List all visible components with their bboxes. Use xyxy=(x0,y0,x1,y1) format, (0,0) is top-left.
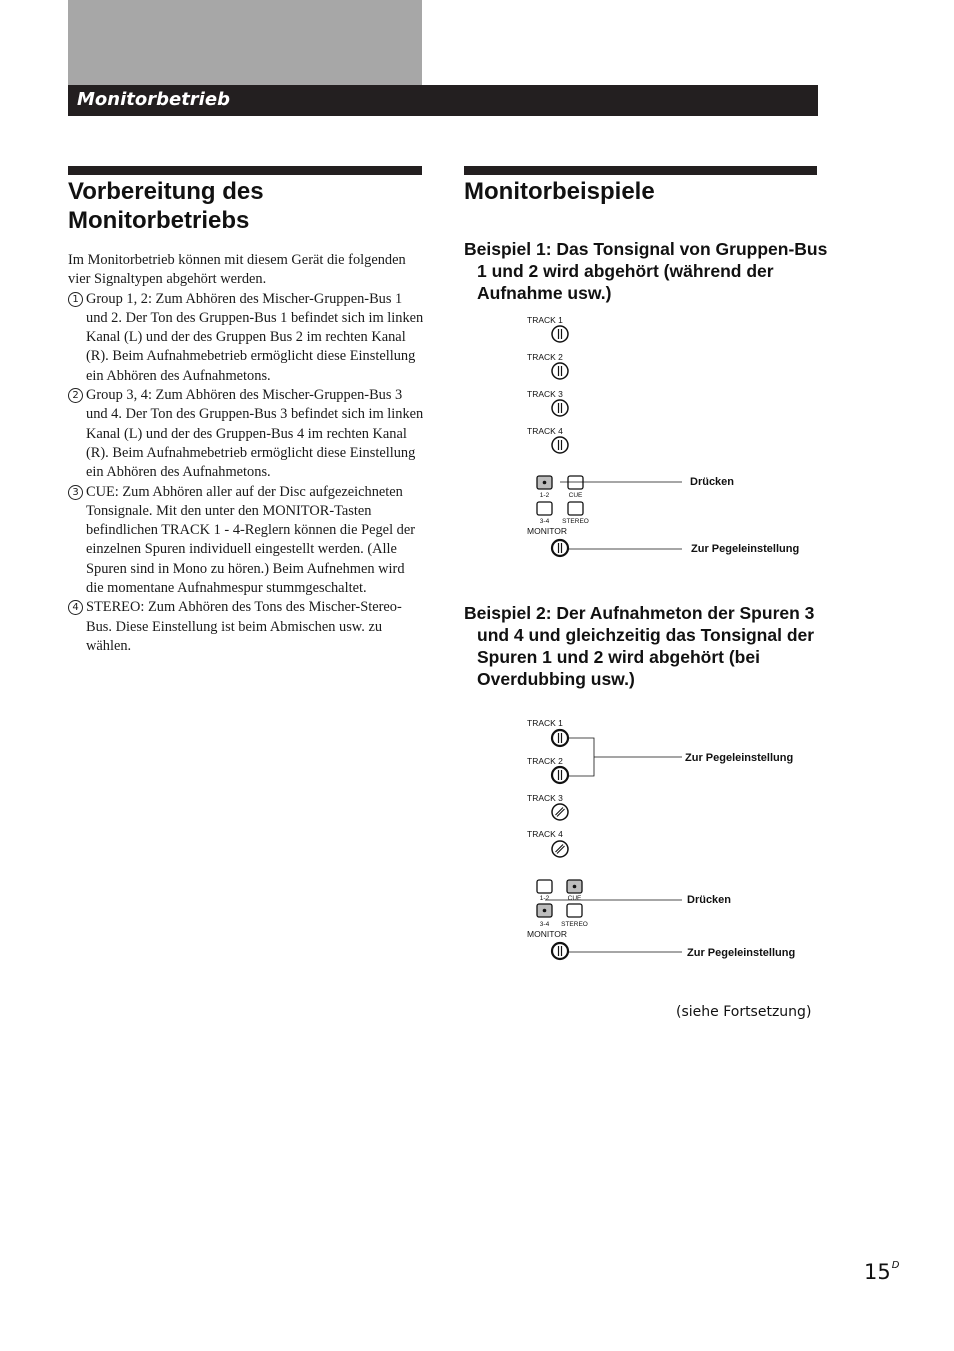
right-heading: Monitorbeispiele xyxy=(464,178,655,205)
list-number: 3 xyxy=(68,485,83,500)
list-item-text: Group 1, 2: Zum Abhören des Mischer-Gruppen-Bus 1 und 2. Der Ton des Gruppen-Bus 1 befindet sich im linken Kanal (L) und der des Gruppen Bus 2 im rechten Kanal (R). Beim Aufnahmebetrieb ermöglicht diese Einstellung ein Abhören des Aufnahmetons. xyxy=(86,290,424,384)
monitor-stereo-button[interactable] xyxy=(567,904,582,917)
list-item-group-1-2 xyxy=(68,290,424,386)
track-3-control xyxy=(527,793,568,820)
monitor-cue-button[interactable] xyxy=(568,476,583,489)
left-heading-line2: Monitorbetriebs xyxy=(68,207,250,234)
page-number-suffix: D xyxy=(891,1260,900,1271)
monitor-1-2-button[interactable] xyxy=(537,880,552,893)
button-cue-label: CUE xyxy=(568,492,583,499)
list-item-cue xyxy=(68,483,424,599)
bracket-track-1-2 xyxy=(568,738,682,776)
intro-paragraph: Im Monitorbetrieb können mit diesem Gerät die folgenden vier Signaltypen abgehört werden. xyxy=(68,252,406,288)
button-1-2-label: 1-2 xyxy=(539,895,550,902)
header-grey-block xyxy=(68,0,422,85)
track-2-label: TRACK 2 xyxy=(527,352,563,362)
list-item-stereo xyxy=(68,598,424,656)
monitor-stereo-button[interactable] xyxy=(568,502,583,515)
track-1-knob[interactable] xyxy=(552,326,568,342)
monitor-knob[interactable] xyxy=(552,540,568,556)
track-2-control xyxy=(527,756,568,783)
track-4-control xyxy=(527,829,568,857)
pressed-indicator-dot xyxy=(543,909,547,913)
button-3-4-label: 3-4 xyxy=(539,518,550,525)
example2-diagram xyxy=(520,714,830,966)
example1-diagram xyxy=(520,310,830,562)
monitor-3-4-button[interactable] xyxy=(537,502,552,515)
press-annotation: Drücken xyxy=(687,894,732,906)
monitor-knob[interactable] xyxy=(552,943,568,959)
level-annotation: Zur Pegeleinstellung xyxy=(687,947,796,959)
track-3-knob[interactable] xyxy=(552,804,568,820)
list-number: 4 xyxy=(68,600,83,615)
left-heading xyxy=(68,177,264,235)
track-3-label: TRACK 3 xyxy=(527,389,563,399)
track-2-label: TRACK 2 xyxy=(527,756,563,766)
press-annotation: Drücken xyxy=(690,476,735,488)
monitor-label: MONITOR xyxy=(527,526,567,536)
track-1-control xyxy=(527,718,568,746)
left-heading-line1: Vorbereitung des xyxy=(68,178,264,205)
button-stereo-label: STEREO xyxy=(562,518,589,525)
button-1-2-label: 1-2 xyxy=(539,492,550,499)
level-annotation: Zur Pegeleinstellung xyxy=(691,543,800,555)
example2-title: Beispiel 2: Der Aufnahmeton der Spuren 3 und 4 und gleichzeitig das Tonsignal der Spuren 1 und 2 wird abgehört (bei Overdubbing usw.) xyxy=(464,603,815,689)
pressed-indicator-dot xyxy=(573,885,577,889)
track-2-control xyxy=(527,352,568,379)
pressed-indicator-dot xyxy=(543,481,547,485)
left-heading-rule xyxy=(68,166,422,175)
list-item-group-3-4 xyxy=(68,386,424,482)
list-number: 2 xyxy=(68,388,83,403)
right-heading-rule xyxy=(464,166,817,175)
track-4-label: TRACK 4 xyxy=(527,829,563,839)
page-number xyxy=(864,1260,899,1284)
list-item-text: CUE: Zum Abhören aller auf der Disc aufgezeichneten Tonsignale. Mit den unter den MONITOR-Tasten befindlichen TRACK 1 - 4-Reglern können die Pegel der einzelnen Spuren individuell eingestellt werden. (Alle Spuren sind in Mono zu hören.) Beim Aufnehmen wird die momentane Aufnahmespur stummgeschaltet. xyxy=(86,483,416,597)
monitor-label: MONITOR xyxy=(527,929,567,939)
list-number: 1 xyxy=(68,292,83,307)
button-3-4-label: 3-4 xyxy=(539,921,550,928)
track-1-control xyxy=(527,315,568,342)
track-2-knob[interactable] xyxy=(552,363,568,379)
track-1-knob[interactable] xyxy=(552,730,568,746)
track-4-label: TRACK 4 xyxy=(527,426,563,436)
track-3-label: TRACK 3 xyxy=(527,793,563,803)
track-4-control xyxy=(527,426,568,453)
track-1-label: TRACK 1 xyxy=(527,315,563,325)
section-title: Monitorbetrieb xyxy=(77,89,230,110)
left-body xyxy=(68,251,424,656)
track-4-knob[interactable] xyxy=(552,437,568,453)
button-cue-label: CUE xyxy=(567,895,582,902)
list-item-text: STEREO: Zum Abhören des Tons des Mischer-Stereo-Bus. Diese Einstellung ist beim Abmischen usw. zu wählen. xyxy=(86,599,402,654)
level-annotation-tracks: Zur Pegeleinstellung xyxy=(685,752,794,764)
continued-note: (siehe Fortsetzung) xyxy=(676,1004,812,1020)
page-number-value: 15 xyxy=(864,1260,891,1284)
track-4-knob[interactable] xyxy=(552,841,568,857)
track-1-label: TRACK 1 xyxy=(527,718,563,728)
track-3-knob[interactable] xyxy=(552,400,568,416)
button-stereo-label: STEREO xyxy=(561,921,588,928)
track-3-control xyxy=(527,389,568,416)
track-2-knob[interactable] xyxy=(552,767,568,783)
example1-title: Beispiel 1: Das Tonsignal von Gruppen-Bus 1 und 2 wird abgehört (während der Aufnahme usw.) xyxy=(464,239,828,303)
list-item-text: Group 3, 4: Zum Abhören des Mischer-Gruppen-Bus 3 und 4. Der Ton des Gruppen-Bus 3 befindet sich im linken Kanal (L) und der des Gruppen-Bus 4 im rechten Kanal (R). Beim Aufnahmebetrieb ermöglicht diese Einstellung ein Abhören des Aufnahmetons. xyxy=(86,387,424,481)
